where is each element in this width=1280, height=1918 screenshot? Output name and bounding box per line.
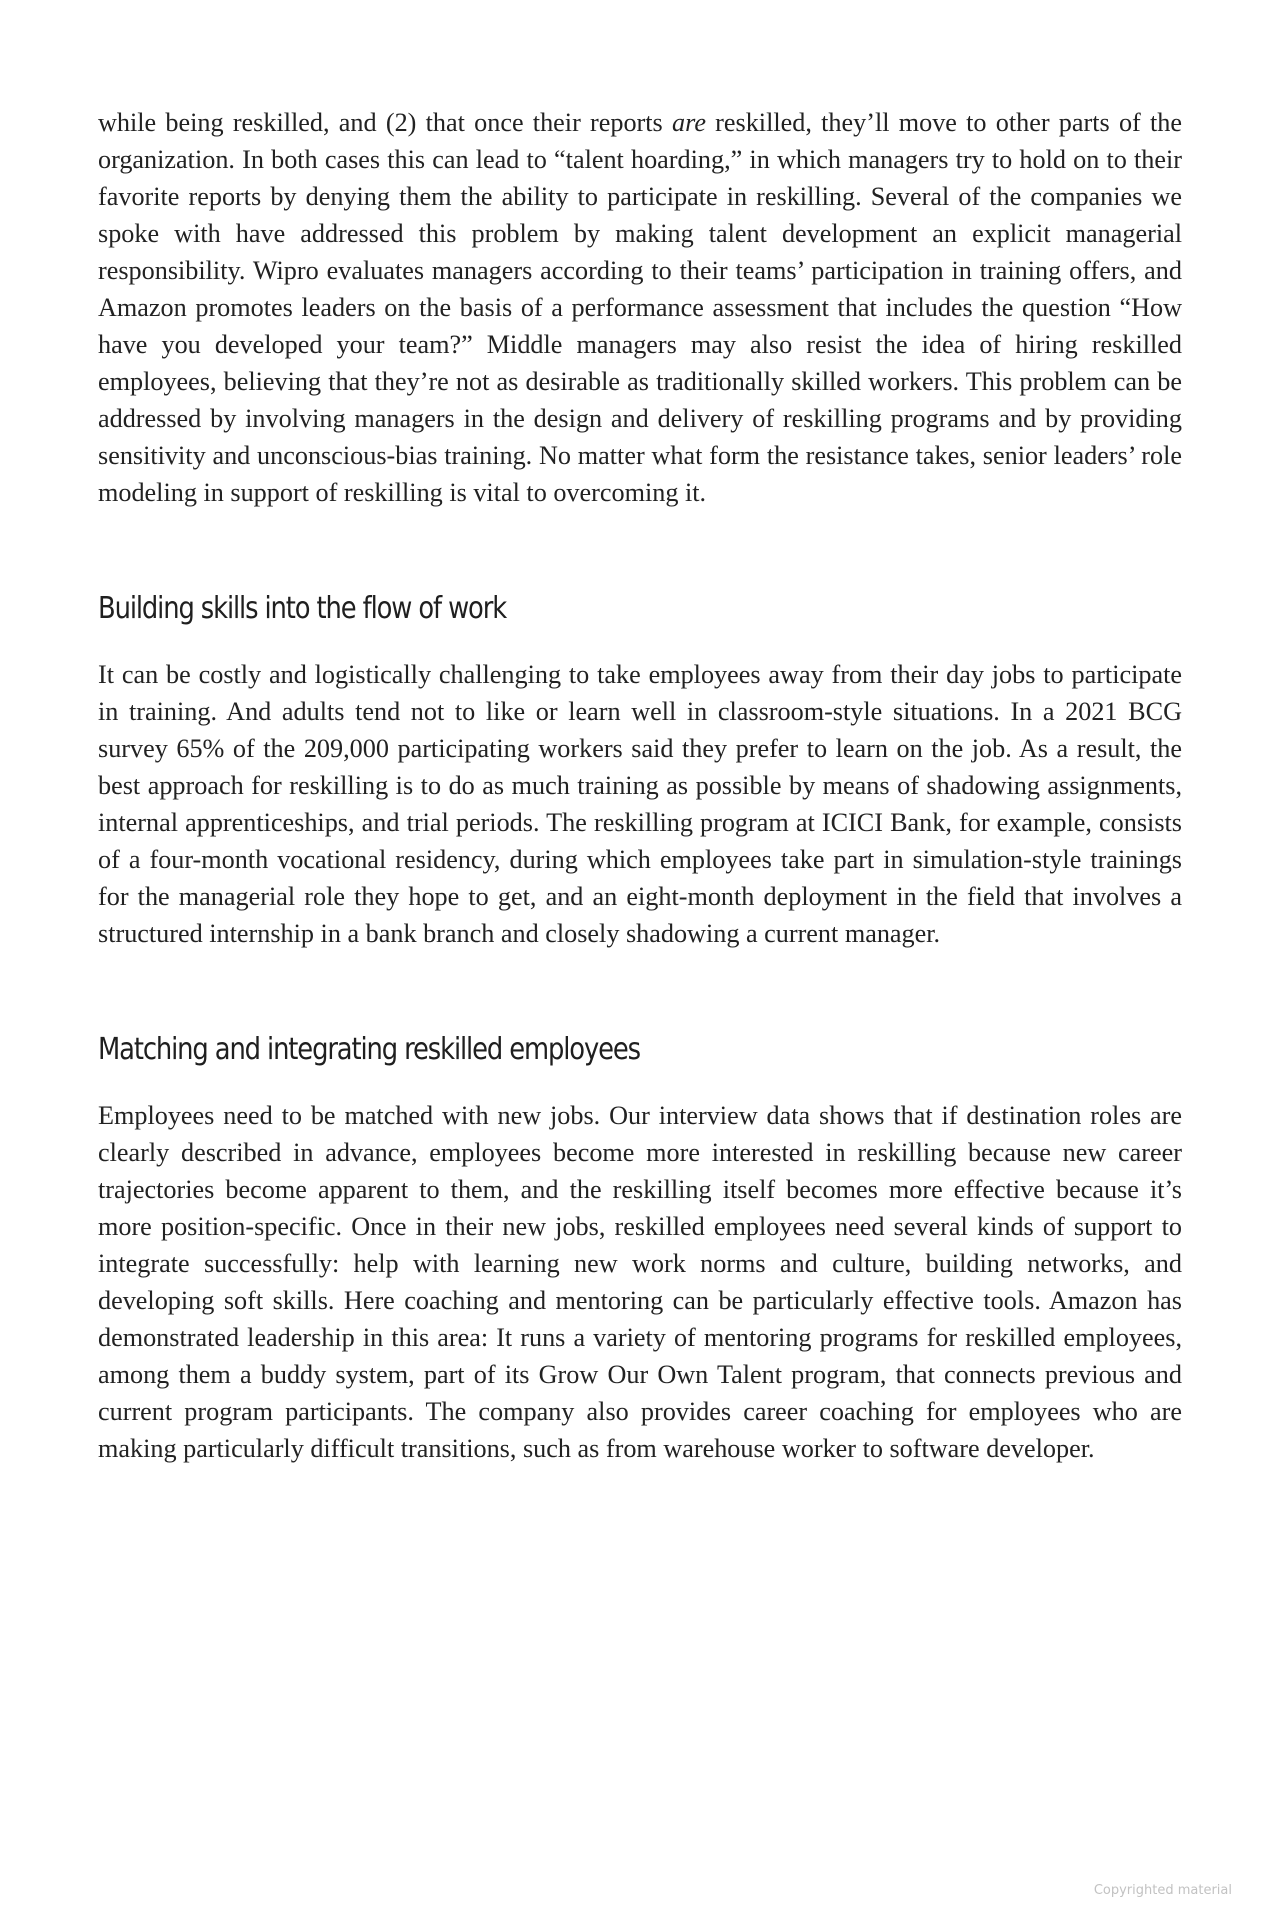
paragraph-text: reskilled, they’ll move to other parts of the organization. In both cases this can lead to “talent hoarding,” in which managers try to hold on to their favorite reports by denying them the ability to participate in reskilling. Several of the companies we spoke with have addressed this problem by making talent development an explicit managerial responsibility. Wipro evaluates managers according to their teams’ participation in training offers, and Amazon promotes leaders on the basis of a performance assessment that includes the question “How have you developed your team?” Middle managers may also resist the idea of hiring reskilled employees, believing that they’re not as desirable as traditionally skilled workers. This problem can be addressed by involving managers in the design and delivery of reskilling programs and by providing sensitivity and unconscious-bias training. No matter what form the resistance takes, senior leaders’ role modeling in support of reskilling is vital to overcoming it. bbox=[98, 108, 1182, 507]
paragraph-text: It can be costly and logistically challenging to take employees away from their day jobs to participate in training. And adults tend not to like or learn well in classroom-style situations. In a 2021 BCG survey 65% of the 209,000 participating workers said they prefer to learn on the job. As a result, the best approach for reskilling is to do as much training as possible by means of shadowing assignments, internal apprenticeships, and trial periods. The reskilling program at ICICI Bank, for example, consists of a four-month vocational residency, during which employees take part in simulation-style trainings for the managerial role they hope to get, and an eight-month deployment in the field that involves a structured internship in a bank branch and closely shadowing a current manager. bbox=[98, 660, 1182, 948]
paragraph-flow-of-work bbox=[98, 656, 1182, 952]
paragraph-reskilling-resistance bbox=[98, 104, 1182, 511]
paragraph-text: while being reskilled, and (2) that once their reports bbox=[98, 108, 672, 137]
emphasis-text: are bbox=[672, 108, 706, 137]
copyright-notice: Copyrighted material bbox=[1093, 1883, 1232, 1898]
document-page bbox=[98, 104, 1182, 1467]
paragraph-matching-integrating bbox=[98, 1097, 1182, 1467]
section-heading-matching-integrating: Matching and integrating reskilled employees bbox=[98, 1032, 640, 1067]
section-heading-flow-of-work: Building skills into the flow of work bbox=[98, 591, 507, 626]
paragraph-text: Employees need to be matched with new jobs. Our interview data shows that if destination roles are clearly described in advance, employees become more interested in reskilling because new career trajectories become apparent to them, and the reskilling itself becomes more effective because it’s more position-specific. Once in their new jobs, reskilled employees need several kinds of support to integrate successfully: help with learning new work norms and culture, building networks, and developing soft skills. Here coaching and mentoring can be particularly effective tools. Amazon has demonstrated leadership in this area: It runs a variety of mentoring programs for reskilled employees, among them a buddy system, part of its Grow Our Own Talent program, that connects previous and current program participants. The company also provides career coaching for employees who are making particularly difficult transitions, such as from warehouse worker to software developer. bbox=[98, 1101, 1182, 1463]
